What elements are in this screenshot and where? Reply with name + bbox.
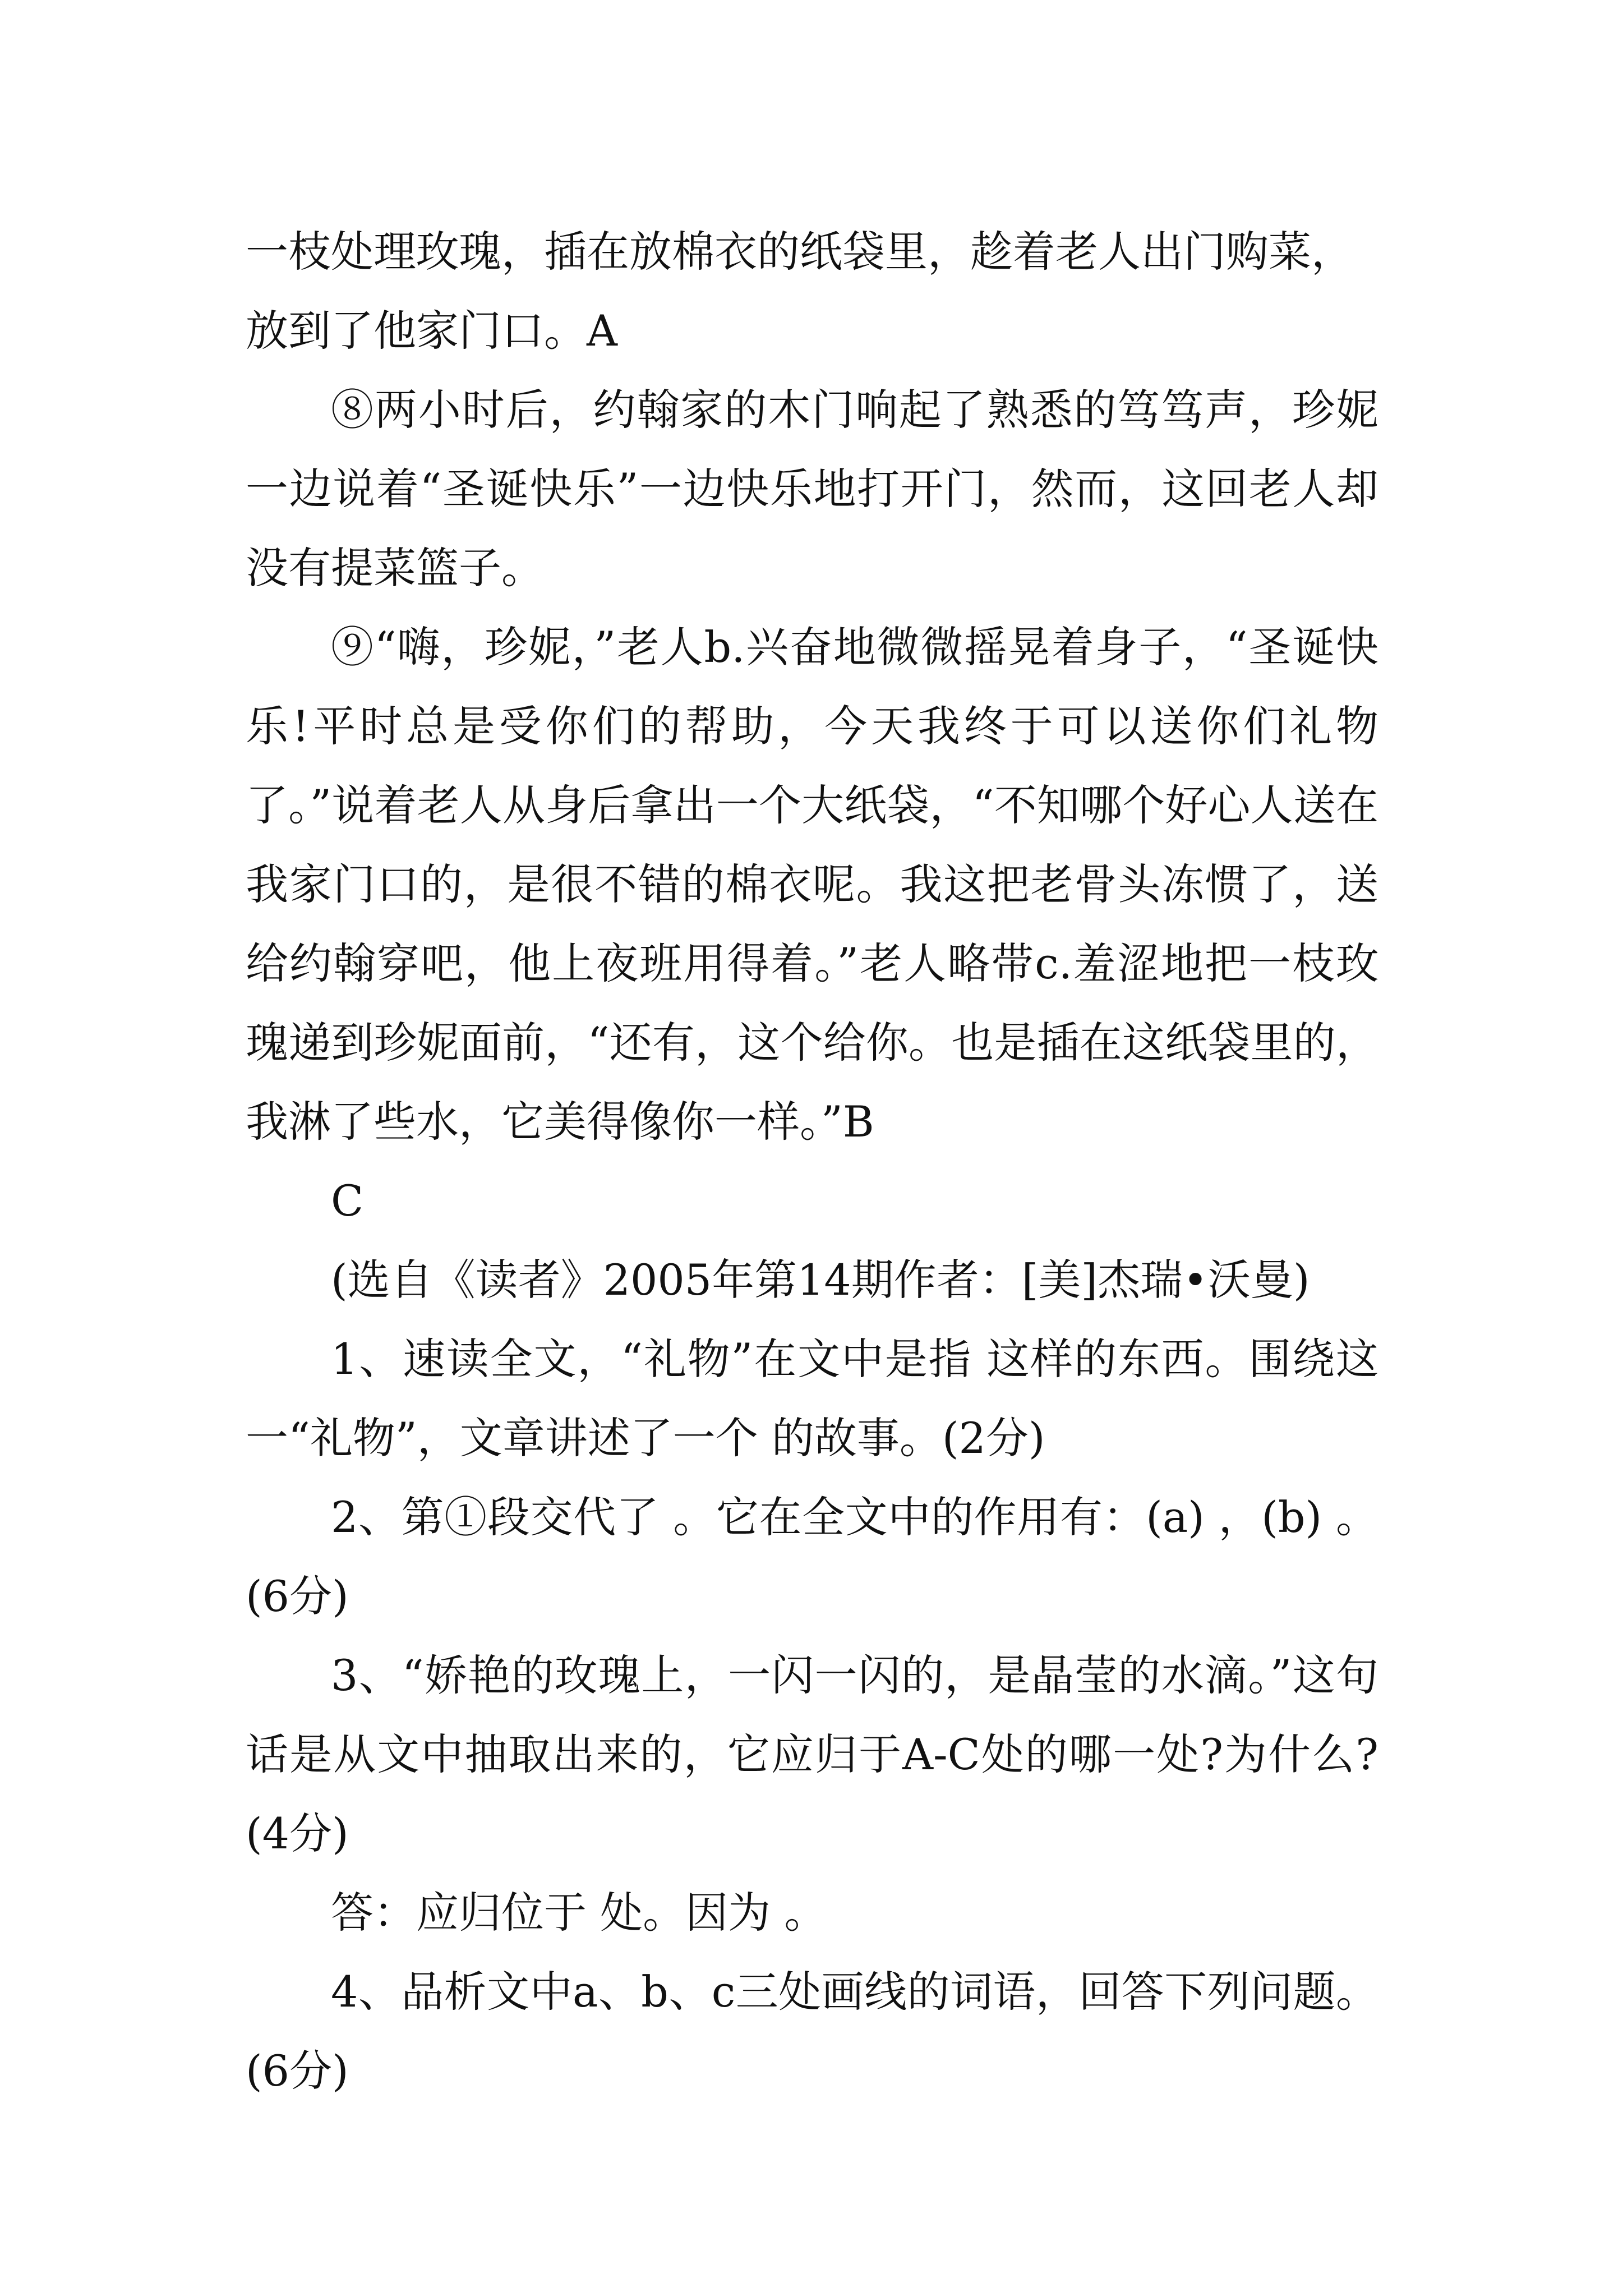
paragraph-8: ⑧两小时后，约翰家的木门响起了熟悉的笃笃声，珍妮一边说着“圣诞快乐”一边快乐地打开门，然而，这回老人却没有提菜篮子。 <box>246 385 1378 593</box>
answer-line: 答：应归位于 处。因为 。 <box>331 1888 827 1938</box>
question-1: 1、速读全文，“礼物”在文中是指 这样的东西。围绕这一“礼物”，文章讲述了一个 的故事。(2分) <box>246 1334 1378 1463</box>
paragraph-rose-gift: 一枝处理玫瑰，插在放棉衣的纸袋里，趁着老人出门购菜，放到了他家门口。A <box>246 227 1354 356</box>
paragraph-9: ⑨“嗨，珍妮，”老人b.兴奋地微微摇晃着身子，“圣诞快乐!平时总是受你们的帮助，今天我终于可以送你们礼物了。”说着老人从身后拿出一个大纸袋，“不知哪个好心人送在我家门口的，是很不错的棉衣呢。我这把老骨头冻惯了，送给约翰穿吧，他上夜班用得着。”老人略带c.羞涩地把一枝玫瑰递到珍妮面前，“还有，这个给你。也是插在这纸袋里的，我淋了些水，它美得像你一样。”B <box>246 622 1378 1147</box>
question-3: 3、“娇艳的玫瑰上，一闪一闪的，是晶莹的水滴。”这句话是从文中抽取出来的，它应归于A-C处的哪一处?为什么?(4分) <box>246 1650 1378 1858</box>
document-body <box>246 212 1378 2110</box>
question-2: 2、第①段交代了 。它在全文中的作用有：(a) ，(b) 。(6分) <box>246 1492 1378 1621</box>
source-citation: (选自《读者》2005年第14期作者：[美]杰瑞•沃曼) <box>331 1255 1310 1305</box>
marker-c: C <box>331 1176 364 1226</box>
question-4: 4、品析文中a、b、c三处画线的词语，回答下列问题。(6分) <box>246 1967 1378 2096</box>
